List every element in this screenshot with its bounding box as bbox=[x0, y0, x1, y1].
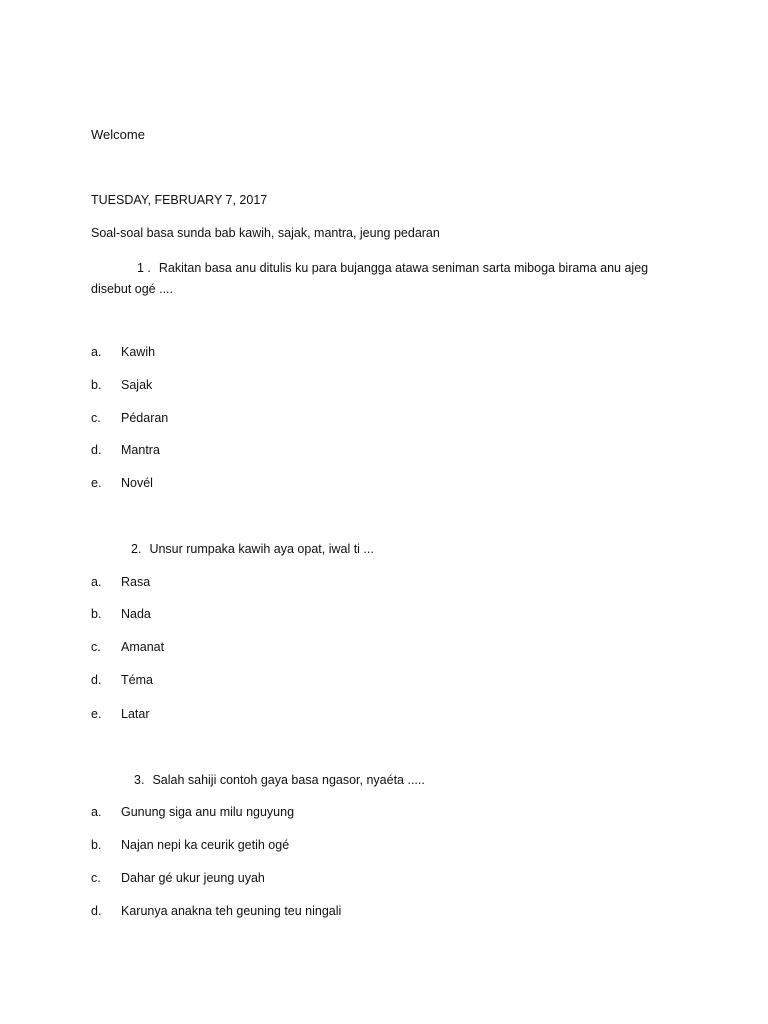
option-2c bbox=[91, 639, 164, 656]
option-text: Amanat bbox=[121, 640, 165, 654]
option-text: Gunung siga anu milu nguyung bbox=[121, 805, 295, 819]
question-1 bbox=[91, 258, 681, 300]
option-1d bbox=[91, 442, 160, 459]
question-text: Unsur rumpaka kawih aya opat, iwal ti ... bbox=[149, 542, 374, 556]
question-number: 1 . bbox=[137, 261, 151, 275]
option-text: Novél bbox=[121, 476, 153, 490]
option-3c bbox=[91, 870, 265, 887]
option-2b bbox=[91, 606, 151, 623]
option-1e bbox=[91, 475, 153, 492]
question-number: 2. bbox=[131, 542, 142, 556]
option-text: Nada bbox=[121, 607, 151, 621]
option-letter: d. bbox=[91, 443, 102, 457]
option-letter: e. bbox=[91, 707, 102, 721]
option-letter: a. bbox=[91, 575, 102, 589]
option-letter: c. bbox=[91, 640, 101, 654]
option-text: Latar bbox=[121, 707, 150, 721]
option-letter: b. bbox=[91, 838, 102, 852]
option-text: Téma bbox=[121, 673, 153, 687]
option-text: Sajak bbox=[121, 378, 153, 392]
option-text: Pédaran bbox=[121, 411, 169, 425]
option-letter: b. bbox=[91, 607, 102, 621]
question-3 bbox=[134, 772, 425, 789]
option-letter: c. bbox=[91, 871, 101, 885]
post-title: Soal-soal basa sunda bab kawih, sajak, mantra, jeung pedaran bbox=[91, 226, 440, 240]
option-2d bbox=[91, 672, 153, 689]
option-2a bbox=[91, 574, 150, 591]
option-text: Rasa bbox=[121, 575, 151, 589]
option-letter: a. bbox=[91, 345, 102, 359]
option-1a bbox=[91, 344, 155, 361]
option-text: Kawih bbox=[121, 345, 156, 359]
option-1c bbox=[91, 410, 168, 427]
option-letter: d. bbox=[91, 673, 102, 687]
option-3a bbox=[91, 804, 294, 821]
option-text: Najan nepi ka ceurik getih ogé bbox=[121, 838, 290, 852]
option-letter: c. bbox=[91, 411, 101, 425]
post-date: TUESDAY, FEBRUARY 7, 2017 bbox=[91, 193, 268, 207]
option-letter: b. bbox=[91, 378, 102, 392]
option-letter: a. bbox=[91, 805, 102, 819]
question-number: 3. bbox=[134, 773, 145, 787]
option-2e bbox=[91, 706, 150, 723]
question-text: Rakitan basa anu ditulis ku para bujangga atawa seniman sarta miboga birama anu ajeg disebut ogé .... bbox=[91, 261, 649, 296]
option-1b bbox=[91, 377, 152, 394]
question-text: Salah sahiji contoh gaya basa ngasor, nyaéta ..... bbox=[152, 773, 425, 787]
question-2 bbox=[131, 541, 374, 558]
option-text: Dahar gé ukur jeung uyah bbox=[121, 871, 265, 885]
option-letter: e. bbox=[91, 476, 102, 490]
option-text: Mantra bbox=[121, 443, 160, 457]
option-3b bbox=[91, 837, 289, 854]
page-heading: Welcome bbox=[91, 127, 145, 142]
option-letter: d. bbox=[91, 904, 102, 918]
option-text: Karunya anakna teh geuning teu ningali bbox=[121, 904, 342, 918]
option-3d bbox=[91, 903, 341, 920]
